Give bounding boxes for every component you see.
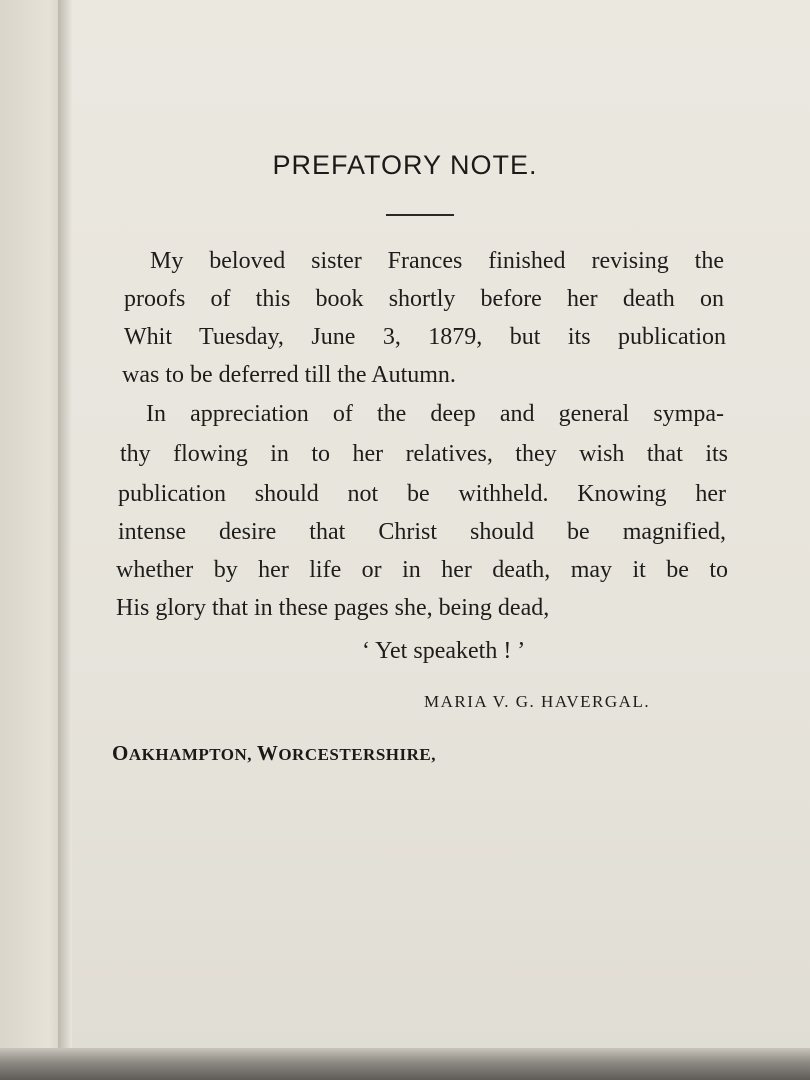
- title-rule: [386, 214, 454, 216]
- place-initial: O: [112, 741, 129, 765]
- place-line: [112, 741, 436, 766]
- text-line: intense desire that Christ should be magnified,: [118, 519, 726, 545]
- page-title: PREFATORY NOTE.: [272, 150, 538, 180]
- text-line: Whit Tuesday, June 3, 1879, but its publication: [124, 324, 726, 350]
- text-line: whether by her life or in her death, may it be to: [116, 557, 728, 583]
- signature: MARIA V. G. HAVERGAL.: [424, 692, 651, 711]
- place-initial: W: [256, 741, 279, 765]
- text-line: was to be deferred till the Autumn.: [122, 362, 456, 388]
- text-line: thy flowing in to her relatives, they wish that its: [120, 441, 728, 467]
- text-line: His glory that in these pages she, being dead,: [116, 595, 550, 621]
- place-text: AKHAMPTON,: [128, 745, 257, 764]
- page-bottom-edge: [0, 1048, 810, 1080]
- closing-quote: ‘ Yet speaketh ! ’: [362, 638, 526, 664]
- text-line: proofs of this book shortly before her death on: [124, 286, 724, 312]
- text-line: My beloved sister Frances finished revising the: [150, 248, 724, 274]
- text-line: In appreciation of the deep and general sympa-: [146, 401, 724, 427]
- text-line: publication should not be withheld. Knowing her: [118, 481, 726, 507]
- place-text: ORCESTERSHIRE,: [278, 745, 436, 764]
